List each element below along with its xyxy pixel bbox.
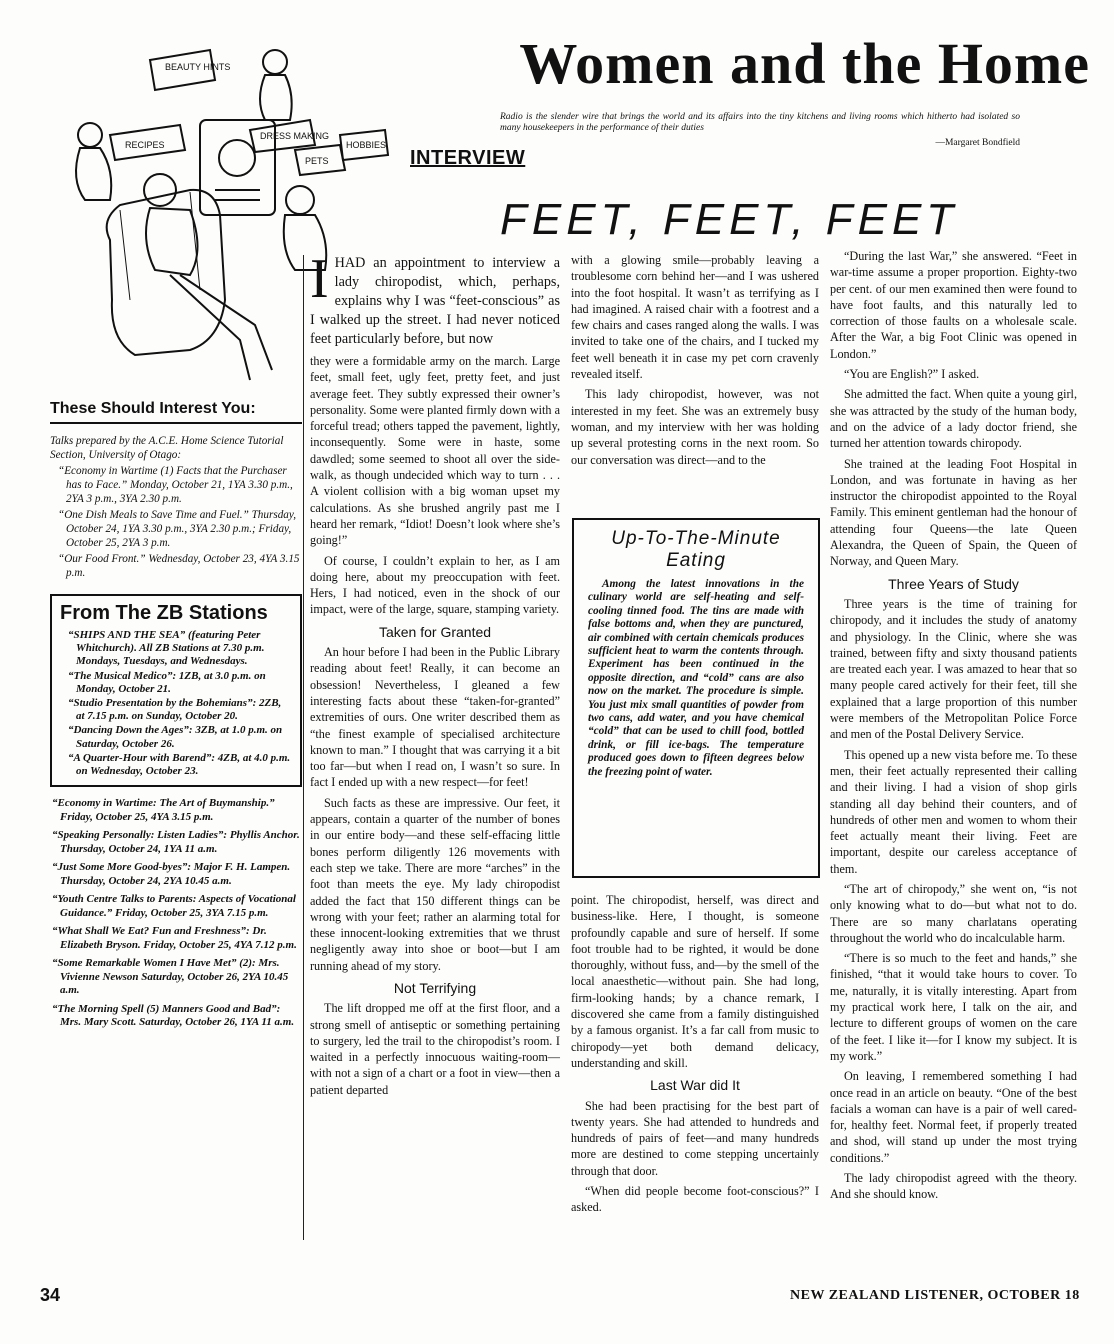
talk-item: “Just Some More Good-byes”: Major F. H. Lampen. Thursday, October 24, 2YA 10.45 a.m. bbox=[52, 861, 291, 887]
label-pets: PETS bbox=[305, 156, 329, 166]
talk-item: “Youth Centre Talks to Parents: Aspects of Vocational Guidance.” Friday, October 25, 3YA 7.15 p.m. bbox=[52, 893, 296, 919]
paragraph: Of course, I couldn’t explain to her, as I am doing here, about my preoccupation with feet. Hers, I had noticed, even in the shock of our impact, were of the large, square, stamping variety. bbox=[310, 553, 560, 617]
paragraph: “There is so much to the feet and hands,” she finished, “that it would take hours to cover. To me, naturally, it is vitally interesting. Apart from my practical work here, I talk on the air, and lecture to different groups of women on the care of the feet. I like it—for I know my subject. It is my work.” bbox=[830, 951, 1077, 1063]
paragraph: On leaving, I remembered something I had once read in an article on beauty. “One of the best facials a woman can have is a pair of well cared-for, healthy feet. Normal feet, if properly treated and shod, will stand up under the most trying conditions.” bbox=[830, 1069, 1077, 1165]
zb-item: “A Quarter-Hour with Barend”: 4ZB, at 4.0 p.m. on Wednesday, October 23. bbox=[68, 751, 291, 778]
sidebar-title: These Should Interest You: bbox=[50, 400, 302, 424]
paragraph: An hour before I had been in the Public Library reading about feet! Really, it can become an obsession! Nevertheless, I gleaned a few interesting facts about these “taken-for-granted” extremities of ours. One writer described them as “the finest example of specialised architecture known to man.” I thought that was carrying it a bit too far—but when I read on, I wasn’t so sure. In fact I ended up with a new respect—for feet! bbox=[310, 645, 560, 790]
paragraph: This lady chiropodist, however, was not interested in my feet. She was an extremely busy woman, and my interview with her was holding up several protesting corns in the next room. So our conversation was direct—and to the bbox=[571, 387, 819, 467]
subheading: Three Years of Study bbox=[888, 575, 1019, 592]
zb-item: “Dancing Down the Ages”: 3ZB, at 1.0 p.m. on Saturday, October 26. bbox=[68, 724, 283, 750]
talk-item: “Speaking Personally: Listen Ladies”: Phyllis Anchor. Thursday, October 24, 1YA 11 a.m. bbox=[52, 829, 300, 855]
label-dress-making: DRESS MAKING bbox=[260, 131, 330, 141]
zb-item: “Studio Presentation by the Bohemians”: 2ZB, at 7.15 p.m. on Sunday, October 20. bbox=[68, 697, 282, 723]
epigraph: Radio is the slender wire that brings the world and its affairs into the tiny kitchens and living rooms which hitherto had isolated so many housekeepers in the performance of their duties bbox=[500, 112, 1020, 133]
subheading: Not Terrifying bbox=[393, 979, 477, 996]
lead-paragraph bbox=[310, 248, 560, 349]
talk-item: “Some Remarkable Women I Have Met” (2): Mrs. Vivienne Newson Saturday, October 26, 2YA 10.45 a.m. bbox=[52, 957, 289, 997]
paragraph: with a glowing smile—probably leaving a troublesome corn behind her—and I was ushered into the foot hospital. It wasn’t as terrifying as I had imagined. A raised chair with a footrest and a few chairs and cases ranged along the walls. I was invited to take one of the chairs, and I tucked my feet well beneath it in case my pet corn cravenly revealed itself. bbox=[571, 253, 819, 382]
epigraph-attribution: —Margaret Bondfield bbox=[935, 138, 1020, 148]
talks-intro: Talks prepared by the A.C.E. Home Science Tutorial Section, University of Otago: bbox=[50, 435, 284, 461]
lead-text: HAD an appointment to interview a lady chiropodist, which, perhaps, explains why I was “feet-conscious” as I walked up the street. I had never noticed feet particularly before, but now bbox=[310, 255, 560, 347]
paragraph: “When did people become foot-conscious?” I asked. bbox=[571, 1184, 819, 1215]
zb-box-title: From The ZB Stations bbox=[60, 602, 268, 624]
paragraph: She had been practising for the best part of twenty years. She had attended to hundreds and hundreds of pairs of feet—and many hundreds more are destined to come stepping uncertainly through that door. bbox=[571, 1098, 819, 1178]
label-recipes: RECIPES bbox=[125, 140, 165, 150]
paragraph: She admitted the fact. When quite a young girl, she was attracted by the study of the human body, and on the advice of a lady doctor friend, she turned her attention towards chiropody. bbox=[830, 387, 1077, 451]
paragraph: The lady chiropodist agreed with the theory. And she should know. bbox=[830, 1171, 1077, 1202]
article-column-1 bbox=[310, 248, 560, 1102]
zb-item: “SHIPS AND THE SEA” (featuring Peter Whitchurch). All ZB Stations at 7.30 p.m. Mondays, Tuesdays, and Wednesdays. bbox=[68, 629, 265, 668]
section-label: INTERVIEW bbox=[410, 147, 526, 169]
talk-item: “One Dish Meals to Save Time and Fuel.” Thursday, October 24, 1YA 3.30 p.m., 3YA 2.30 p.m.; Friday, October 25, 2YA 3 p.m. bbox=[58, 509, 297, 549]
talks-list bbox=[50, 434, 302, 580]
sidebar bbox=[50, 400, 302, 1035]
paragraph: Three years is the time of training for chiropody, and it includes the study of anatomy and physiology. In the Clinic, where she was trained, between fifty and sixty thousand patients are treated each year. I was amazed to hear that so many people cared actively for their feet, till she explained that a large proportion of this number were members of the Metropolitan Police Force and men of the Postal Delivery Service. bbox=[830, 596, 1077, 742]
paragraph: This opened up a new vista before me. To these men, their feet actually represented their calling and their living. I had a vision of shop girls standing all day behind their counters, and of hundreds of other men and women to whom their feet actually meant their living. Feet are important, despite our careless acceptance of them. bbox=[830, 747, 1077, 876]
talk-item: “Our Food Front.” Wednesday, October 23, 4YA 3.15 p.m. bbox=[58, 553, 300, 579]
talk-item: “Economy in Wartime (1) Facts that the Purchaser has to Face.” Monday, October 21, 1YA 3.30 p.m., 2YA 3 p.m., 3YA 2.30 p.m. bbox=[58, 465, 293, 505]
zb-item: “The Musical Medico”: 1ZB, at 3.0 p.m. on Monday, October 21. bbox=[68, 669, 266, 695]
talk-item: “The Morning Spell (5) Manners Good and Bad”: Mrs. Mary Scott. Saturday, October 26, 1YA 11 a.m. bbox=[52, 1002, 295, 1029]
boxout bbox=[572, 518, 820, 878]
paragraph: She trained at the leading Foot Hospital in London, and was fortunate in having as her instructor the chiropodist appointed to the Royal Family. This eminent gentleman had the honour of attending four Queens—the late Queen Alexandra, the Queen of Spain, the Queen of Norway, and Queen Mary. bbox=[830, 456, 1077, 569]
column-divider bbox=[303, 255, 304, 1240]
more-talks-list bbox=[50, 797, 302, 1030]
paragraph: point. The chiropodist, herself, was direct and business-like. Here, I thought, is someone profoundly capable and sure of herself. If some foot trouble had to be righted, it would be done thoroughly, without fuss, and—by the smell of the local anaesthetic—without pain. She had long, firm-looking hands; by a chance remark, I discovered she came from a family distinguished by a famous organist. It’s a far call from music to chiropody—yet both demand delicacy, understanding and skill. bbox=[571, 893, 819, 1070]
paragraph: “During the last War,” she answered. “Feet in war-time assume a proper proportion. Eighty-two per cent. of our men examined then were found to have foot faults, and this naturally led to correction of those faults on a wholesale scale. After the War, a big Foot Clinic was opened in London.” bbox=[830, 249, 1077, 361]
paragraph: they were a formidable army on the march. Large feet, small feet, ugly feet, pretty feet, and just average feet. They subtly expressed their owner’s personality. Some were planted firmly down with a forceful tread; others tapped the pavement, lightly, inconsequently. Some were in haste, some dawdled; some seemed to shoot all over the side-walk, as though undecided which way to turn . . . A violent collision with a big woman upset my calculations. As she brushed angrily past me I heard her remark, “Idiot! Doesn’t look where she’s going!” bbox=[310, 354, 560, 548]
talk-item: “Economy in Wartime: The Art of Buymanship.” Friday, October 25, 4YA 3.15 p.m. bbox=[52, 797, 275, 823]
article-headline: FEET, FEET, FEET bbox=[500, 195, 959, 244]
paragraph: Such facts as these are impressive. Our feet, it appears, contain a quarter of the number of bones in our entire body—and these self-effacing little bones perform diligently 126 movements with each step we take. There are more “arches” in the foot than meets the eye. My lady chiropodist added the fact that 150 different things can be wrong with your feet; rather an alarming total for these innocent-looking extremities that we thrust negligently away into shoe or boot—but I am running ahead of my story. bbox=[310, 795, 560, 973]
subheading: Taken for Granted bbox=[378, 623, 492, 640]
article-column-2-top bbox=[571, 252, 819, 472]
boxout-body: Among the latest innovations in the culinary world are self-heating and self-cooling tinned food. The tins are made with false bottoms and, when they are punctured, air combined with certain chemicals produces sufficient heat to warm the contents through. Experiment has been continued in the opposite direction, and “cold” cans are also now on the market. The procedure is simple. You just mix small quantities of powder from two cans, add water, and you have chemical “cold” that can be used to chill food, bottled drink, or fill ice-bags. The temperature produced goes down to fifteen degrees below the freezing point of water. bbox=[588, 578, 804, 778]
label-beauty-hints: BEAUTY HINTS bbox=[165, 62, 231, 72]
publication-footer: NEW ZEALAND LISTENER, OCTOBER 18 bbox=[790, 1288, 1080, 1303]
article-column-2-bottom bbox=[571, 892, 819, 1220]
boxout-title: Up-To-The-Minute Eating bbox=[611, 528, 781, 571]
talk-item: “What Shall We Eat? Fun and Freshness”: Dr. Elizabeth Bryson. Friday, October 25, 4YA 7.12 p.m. bbox=[52, 925, 297, 951]
paragraph: “The art of chiropody,” she went on, “is not only knowing what to do—but what not to do. There are so many charlatans operating throughout the world who do incalculable harm. bbox=[830, 881, 1077, 945]
label-hobbies: HOBBIES bbox=[346, 140, 387, 150]
subheading: Last War did It bbox=[650, 1077, 740, 1094]
paragraph: “You are English?” I asked. bbox=[844, 367, 980, 382]
drop-cap: I bbox=[310, 248, 329, 310]
zb-stations-box bbox=[50, 594, 302, 787]
page-number: 34 bbox=[40, 1285, 61, 1305]
page-title: Women and the Home bbox=[519, 31, 1090, 96]
paragraph: The lift dropped me off at the first floor, and a strong smell of antiseptic or something pertaining to surgery, led the trail to the chiropodist’s room. I waited in a perfectly innocuous waiting-room—with not a sign of a chart or a foot in view—then a patient departed bbox=[310, 1001, 560, 1097]
article-column-3 bbox=[830, 248, 1077, 1207]
